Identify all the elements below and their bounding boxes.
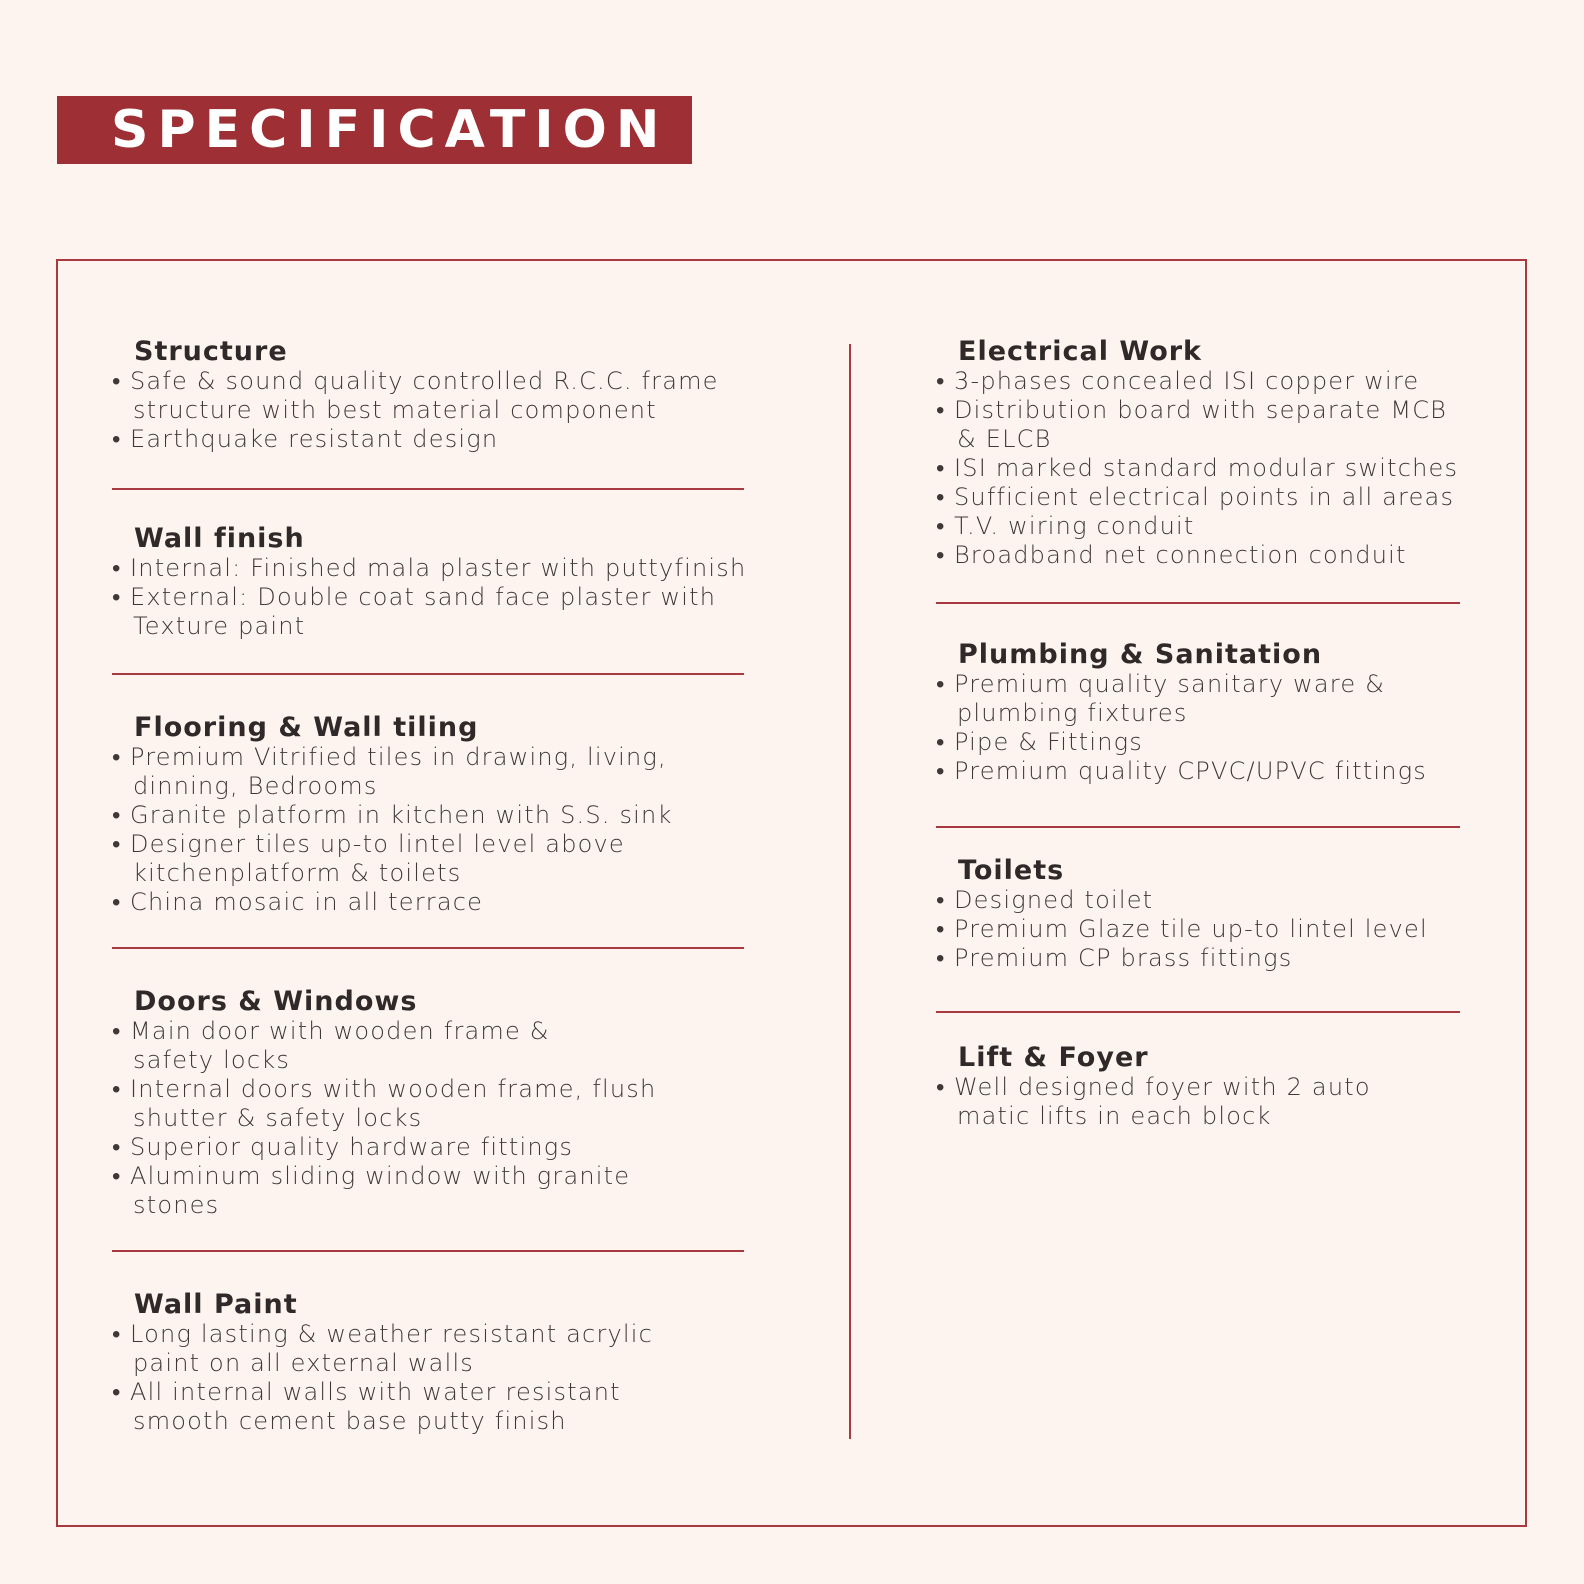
bullet-icon: • — [112, 1320, 122, 1348]
item-text: Premium quality CPVC/UPVC fittings — [954, 757, 1428, 785]
bullet-icon: • — [112, 425, 122, 453]
list-item — [112, 1162, 752, 1220]
section-separator — [112, 947, 744, 949]
item-text: Long lasting & weather resistant acrylic — [130, 1320, 654, 1348]
section-plumbing-sanitation — [936, 640, 1496, 786]
item-list — [112, 1017, 752, 1220]
item-text: Premium CP brass fittings — [954, 944, 1293, 972]
item-text: smooth cement base putty finish — [133, 1407, 567, 1435]
item-text: Internal doors with wooden frame, flush — [130, 1075, 657, 1103]
list-item — [112, 367, 752, 425]
list-item — [936, 483, 1496, 512]
section-separator — [112, 1250, 744, 1252]
section-toilets — [936, 856, 1496, 973]
bullet-icon: • — [936, 1073, 946, 1101]
list-item — [936, 512, 1496, 541]
list-item — [112, 1133, 752, 1162]
item-text: T.V. wiring conduit — [954, 512, 1195, 540]
item-text: plumbing fixtures — [957, 699, 1188, 727]
bullet-icon: • — [112, 554, 122, 582]
item-text: Texture paint — [133, 612, 306, 640]
item-text: dinning, Bedrooms — [133, 772, 378, 800]
section-separator — [112, 488, 744, 490]
list-item — [936, 944, 1496, 973]
bullet-icon: • — [936, 396, 946, 424]
section-doors-windows — [112, 987, 752, 1220]
column-divider — [849, 344, 851, 1439]
list-item — [112, 1017, 752, 1075]
item-text: Well designed foyer with 2 auto — [954, 1073, 1371, 1101]
section-wall-finish — [112, 524, 752, 641]
section-title: Doors & Windows — [134, 986, 418, 1017]
list-item — [936, 454, 1496, 483]
item-list — [112, 743, 752, 917]
bullet-icon: • — [112, 367, 122, 395]
item-text: & ELCB — [957, 425, 1052, 453]
list-item — [112, 1320, 752, 1378]
bullet-icon: • — [936, 670, 946, 698]
item-text: Aluminum sliding window with granite — [130, 1162, 631, 1190]
bullet-icon: • — [936, 367, 946, 395]
item-text: matic lifts in each block — [957, 1102, 1272, 1130]
item-text: Safe & sound quality controlled R.C.C. frame — [130, 367, 719, 395]
section-lift-foyer — [936, 1043, 1496, 1131]
section-title: Toilets — [958, 855, 1065, 886]
section-separator — [936, 826, 1460, 828]
list-item — [112, 425, 752, 454]
item-text: Earthquake resistant design — [130, 425, 499, 453]
list-item — [936, 1073, 1496, 1131]
item-text: Sufficient electrical points in all areas — [954, 483, 1455, 511]
section-wall-paint — [112, 1290, 752, 1436]
section-title: Plumbing & Sanitation — [958, 639, 1323, 670]
item-text: Distribution board with separate MCB — [954, 396, 1448, 424]
bullet-icon: • — [112, 801, 122, 829]
list-item — [112, 801, 752, 830]
list-item — [936, 757, 1496, 786]
bullet-icon: • — [112, 830, 122, 858]
section-title: Lift & Foyer — [958, 1042, 1149, 1073]
bullet-icon: • — [936, 757, 946, 785]
list-item — [936, 915, 1496, 944]
item-text: China mosaic in all terrace — [130, 888, 484, 916]
list-item — [936, 728, 1496, 757]
list-item — [936, 886, 1496, 915]
item-text: External: Double coat sand face plaster with — [130, 583, 717, 611]
bullet-icon: • — [936, 454, 946, 482]
list-item — [936, 367, 1496, 396]
item-text: Internal: Finished mala plaster with puttyfinish — [130, 554, 747, 582]
item-text: paint on all external walls — [133, 1349, 475, 1377]
item-text: safety locks — [133, 1046, 291, 1074]
item-text: 3-phases concealed ISI copper wire — [954, 367, 1420, 395]
list-item — [936, 396, 1496, 454]
bullet-icon: • — [112, 1378, 122, 1406]
section-title: Wall finish — [134, 523, 305, 554]
bullet-icon: • — [112, 1075, 122, 1103]
item-list — [936, 1073, 1496, 1131]
item-text: Premium Glaze tile up-to lintel level — [954, 915, 1428, 943]
item-text: structure with best material component — [133, 396, 657, 424]
list-item — [112, 743, 752, 801]
item-list — [936, 886, 1496, 973]
list-item — [936, 670, 1496, 728]
list-item — [112, 830, 752, 888]
section-separator — [936, 1011, 1460, 1013]
section-title: Wall Paint — [134, 1289, 298, 1320]
bullet-icon: • — [936, 944, 946, 972]
section-title: Electrical Work — [958, 336, 1203, 367]
item-text: ISI marked standard modular switches — [954, 454, 1459, 482]
section-separator — [112, 673, 744, 675]
bullet-icon: • — [112, 583, 122, 611]
item-text: Granite platform in kitchen with S.S. sink — [130, 801, 673, 829]
bullet-icon: • — [936, 886, 946, 914]
page-title: SPECIFICATION — [111, 100, 669, 160]
bullet-icon: • — [936, 483, 946, 511]
item-list — [936, 367, 1496, 570]
section-title: Structure — [134, 336, 288, 367]
section-title: Flooring & Wall tiling — [134, 712, 479, 743]
bullet-icon: • — [112, 1162, 122, 1190]
section-electrical-work — [936, 337, 1496, 570]
bullet-icon: • — [112, 1133, 122, 1161]
item-text: Pipe & Fittings — [954, 728, 1143, 756]
list-item — [112, 554, 752, 583]
bullet-icon: • — [936, 512, 946, 540]
bullet-icon: • — [936, 728, 946, 756]
item-text: Superior quality hardware fittings — [130, 1133, 574, 1161]
item-text: Designed toilet — [954, 886, 1154, 914]
item-list — [936, 670, 1496, 786]
item-text: All internal walls with water resistant — [130, 1378, 621, 1406]
item-text: Designer tiles up-to lintel level above — [130, 830, 625, 858]
item-text: stones — [133, 1191, 220, 1219]
bullet-icon: • — [936, 915, 946, 943]
item-text: shutter & safety locks — [133, 1104, 423, 1132]
item-list — [112, 1320, 752, 1436]
bullet-icon: • — [112, 888, 122, 916]
item-text: kitchenplatform & toilets — [133, 859, 462, 887]
item-list — [112, 367, 752, 454]
list-item — [112, 583, 752, 641]
right-column — [936, 337, 1496, 1131]
item-text: Broadband net connection conduit — [954, 541, 1407, 569]
item-list — [112, 554, 752, 641]
list-item — [112, 888, 752, 917]
list-item — [112, 1378, 752, 1436]
list-item — [936, 541, 1496, 570]
list-item — [112, 1075, 752, 1133]
section-flooring-wall-tiling — [112, 713, 752, 917]
bullet-icon: • — [112, 743, 122, 771]
bullet-icon: • — [936, 541, 946, 569]
section-separator — [936, 602, 1460, 604]
item-text: Premium Vitrified tiles in drawing, living, — [130, 743, 667, 771]
section-structure — [112, 337, 752, 454]
item-text: Main door with wooden frame & — [130, 1017, 550, 1045]
bullet-icon: • — [112, 1017, 122, 1045]
title-banner — [57, 96, 692, 164]
item-text: Premium quality sanitary ware & — [954, 670, 1386, 698]
left-column — [112, 337, 752, 1436]
